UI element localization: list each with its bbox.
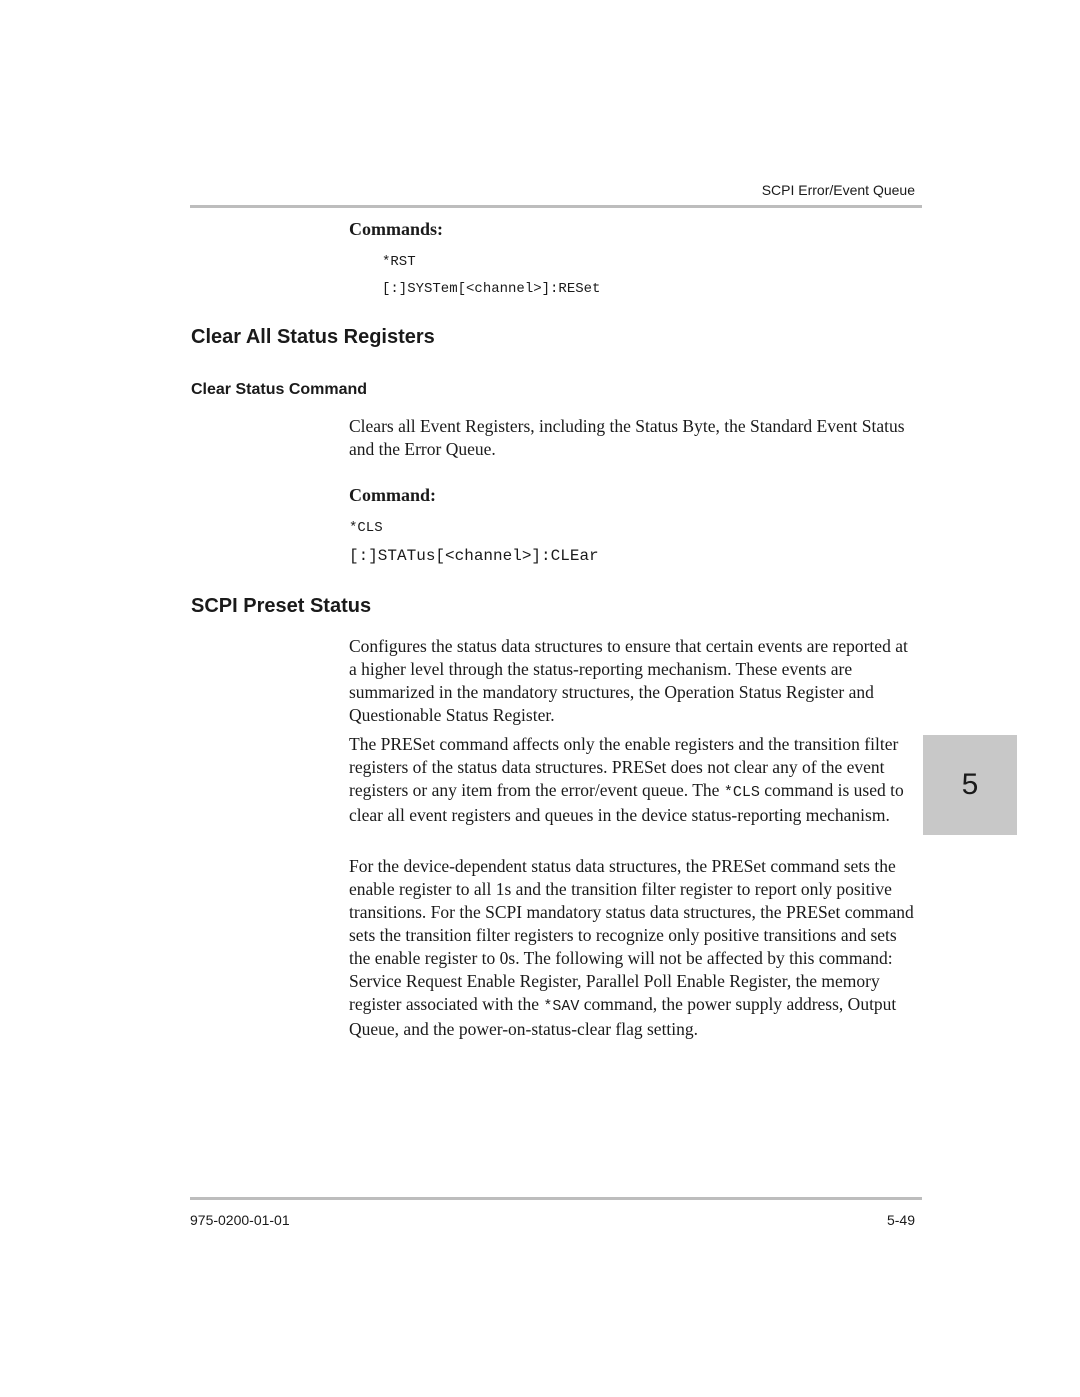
preset-paragraph-3-text-b: command, the power supply address, Output Queue, and the power-on-status-clear flag setting. [349, 994, 897, 1039]
preset-paragraph-2-text-a: The PRESet command affects only the enable registers and the transition filter registers of the status data structures. PRESet does not clear any of the event registers or any item from the error/event queue. The [349, 734, 899, 800]
footer-rule [190, 1197, 922, 1200]
inline-code-cls: *CLS [723, 784, 760, 801]
preset-paragraph-3 [349, 855, 917, 1041]
command-label: Command: [349, 485, 437, 505]
preset-paragraph-2 [349, 733, 917, 827]
chapter-tab [923, 735, 1017, 835]
commands-label: Commands: [349, 219, 444, 239]
header-rule [190, 205, 922, 208]
command-rst: *RST [382, 254, 416, 270]
preset-paragraph-1: Configures the status data structures to ensure that certain events are reported at a higher level through the status-reporting mechanism. These events are summarized in the mandatory structures, the Operation Status Register and Questionable Status Register. [349, 636, 908, 725]
page-number: 5-49 [886, 1212, 915, 1228]
command-status-clear: [:]STATus[<channel>]:CLEar [349, 547, 599, 565]
preset-paragraph-2-text-b: command is used to clear all event registers and queues in the device status-reporting mechanism. [349, 780, 904, 825]
subheading-clear-status-command: Clear Status Command [191, 381, 368, 398]
chapter-tab-number: 5 [961, 768, 979, 801]
section-heading-clear-all: Clear All Status Registers [191, 326, 435, 348]
command-cls: *CLS [349, 520, 383, 536]
command-system-reset: [:]SYSTem[<channel>]:RESet [382, 281, 601, 297]
document-number: 975-0200-01-01 [190, 1212, 290, 1228]
running-header: SCPI Error/Event Queue [761, 182, 915, 198]
preset-paragraph-3-text-a: For the device-dependent status data structures, the PRESet command sets the enable register to all 1s and the transition filter register to report only positive transitions. For the SCPI mandatory status data structures, the PRESet command sets the transition filter registers to recognize only positive transitions and sets the enable register to 0s. The following will not be affected by this command: Service Request Enable Register, Parallel Poll Enable Register, the memory register associated with the [349, 856, 914, 1014]
clear-status-description: Clears all Event Registers, including the Status Byte, the Standard Event Status and the Error Queue. [349, 416, 905, 459]
section-heading-preset-status: SCPI Preset Status [191, 595, 372, 617]
inline-code-sav: *SAV [543, 998, 580, 1015]
